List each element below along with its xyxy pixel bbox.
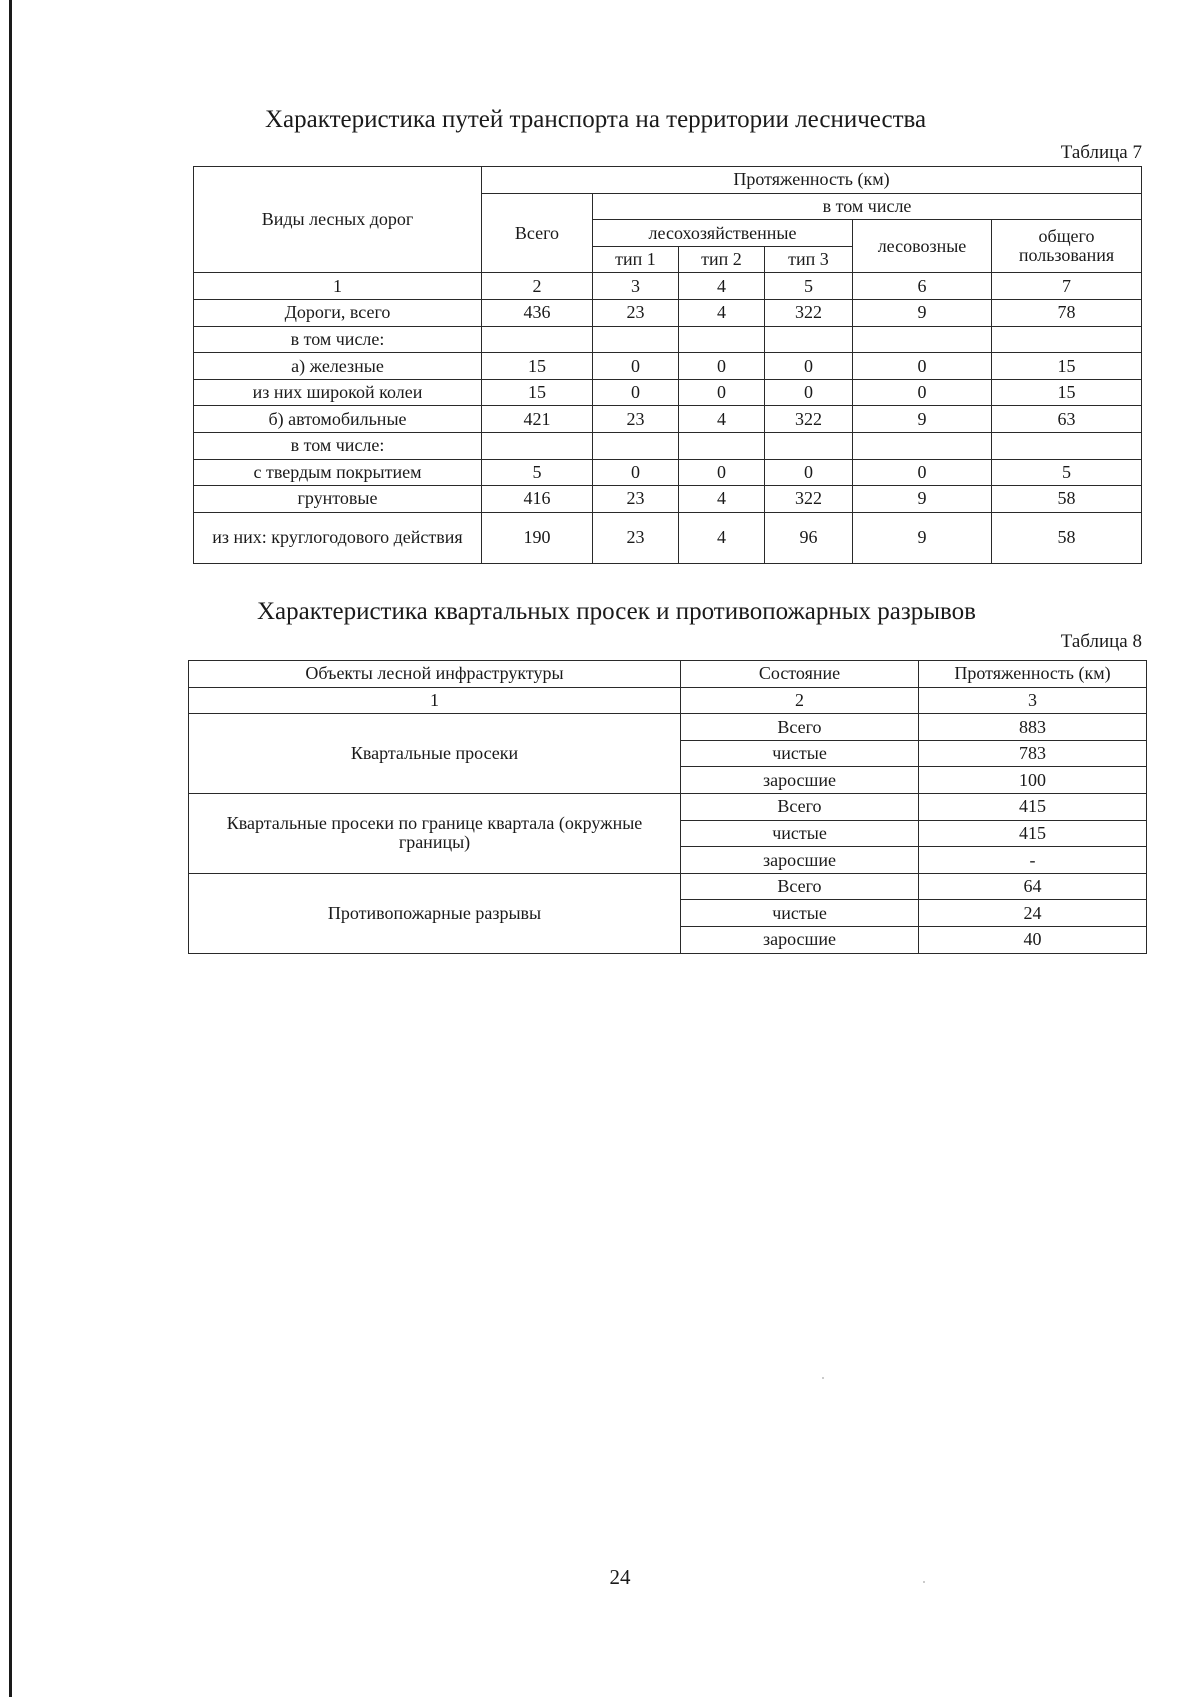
cell-type2: 4 bbox=[679, 406, 765, 433]
cell-type2 bbox=[679, 326, 765, 353]
cell-type2: 4 bbox=[679, 486, 765, 513]
cell-type2: 0 bbox=[679, 353, 765, 380]
table-row bbox=[189, 793, 1147, 820]
cell-type1 bbox=[593, 432, 679, 459]
header-type2: тип 2 bbox=[679, 246, 765, 273]
row-label: с твердым покрытием bbox=[194, 459, 482, 486]
cell-type3 bbox=[765, 326, 853, 353]
cell-type1: 23 bbox=[593, 486, 679, 513]
row-label: из них: круглогодового действия bbox=[194, 512, 482, 563]
cell-state: Всего bbox=[681, 714, 919, 741]
column-number: 2 bbox=[482, 273, 593, 300]
row-label: б) автомобильные bbox=[194, 406, 482, 433]
cell-logging: 0 bbox=[853, 459, 992, 486]
cell-total: 15 bbox=[482, 379, 593, 406]
cell-type2 bbox=[679, 432, 765, 459]
cell-length: 40 bbox=[919, 926, 1147, 953]
cell-state: Всего bbox=[681, 873, 919, 900]
cell-public: 15 bbox=[992, 353, 1142, 380]
cell-type1 bbox=[593, 326, 679, 353]
header-forestry: лесохозяйственные bbox=[593, 220, 853, 247]
cell-logging: 9 bbox=[853, 406, 992, 433]
header-road-types: Виды лесных дорог bbox=[194, 167, 482, 273]
header-public-line2: пользования bbox=[1018, 245, 1115, 266]
row-label: Дороги, всего bbox=[194, 299, 482, 326]
column-number: 1 bbox=[189, 687, 681, 714]
cell-type1: 23 bbox=[593, 512, 679, 563]
cell-type3: 322 bbox=[765, 486, 853, 513]
table-row bbox=[194, 299, 1142, 326]
cell-type2: 0 bbox=[679, 379, 765, 406]
group-name: Противопожарные разрывы bbox=[189, 873, 681, 953]
cell-type1: 0 bbox=[593, 379, 679, 406]
table-row bbox=[194, 353, 1142, 380]
cell-public: 63 bbox=[992, 406, 1142, 433]
table8-quarter-clearings bbox=[188, 660, 1147, 954]
table-row bbox=[194, 512, 1142, 563]
cell-length: 64 bbox=[919, 873, 1147, 900]
table8-title: Характеристика квартальных просек и противопожарных разрывов bbox=[257, 598, 976, 625]
table7-label: Таблица 7 bbox=[1060, 142, 1142, 163]
column-number: 2 bbox=[681, 687, 919, 714]
header-public-use bbox=[992, 220, 1142, 273]
header-logging: лесовозные bbox=[853, 220, 992, 273]
column-number: 5 bbox=[765, 273, 853, 300]
row-label: а) железные bbox=[194, 353, 482, 380]
cell-length: 883 bbox=[919, 714, 1147, 741]
cell-length: 415 bbox=[919, 820, 1147, 847]
cell-public bbox=[992, 432, 1142, 459]
cell-total: 15 bbox=[482, 353, 593, 380]
header-type3: тип 3 bbox=[765, 246, 853, 273]
cell-logging: 9 bbox=[853, 512, 992, 563]
row-label: из них широкой колеи bbox=[194, 379, 482, 406]
column-number: 6 bbox=[853, 273, 992, 300]
cell-type1: 0 bbox=[593, 459, 679, 486]
cell-public bbox=[992, 326, 1142, 353]
cell-type3: 0 bbox=[765, 459, 853, 486]
column-number-row bbox=[189, 687, 1147, 714]
cell-type2: 0 bbox=[679, 459, 765, 486]
cell-state: чистые bbox=[681, 820, 919, 847]
table-row bbox=[194, 379, 1142, 406]
cell-length: - bbox=[919, 847, 1147, 874]
row-label: в том числе: bbox=[194, 326, 482, 353]
header-public-line1: общего bbox=[1038, 226, 1095, 247]
cell-public: 5 bbox=[992, 459, 1142, 486]
table-row bbox=[194, 406, 1142, 433]
group-name: Квартальные просеки bbox=[189, 714, 681, 794]
header-total: Всего bbox=[482, 193, 593, 273]
cell-length: 783 bbox=[919, 740, 1147, 767]
header-type1: тип 1 bbox=[593, 246, 679, 273]
cell-type3 bbox=[765, 432, 853, 459]
table-row bbox=[189, 873, 1147, 900]
cell-state: заросшие bbox=[681, 926, 919, 953]
cell-public: 58 bbox=[992, 512, 1142, 563]
cell-logging: 0 bbox=[853, 379, 992, 406]
cell-logging: 9 bbox=[853, 486, 992, 513]
table-row bbox=[194, 326, 1142, 353]
table-row bbox=[189, 714, 1147, 741]
cell-total: 436 bbox=[482, 299, 593, 326]
column-number: 4 bbox=[679, 273, 765, 300]
cell-state: чистые bbox=[681, 740, 919, 767]
cell-total: 190 bbox=[482, 512, 593, 563]
table-row bbox=[194, 486, 1142, 513]
table7-title: Характеристика путей транспорта на территории лесничества bbox=[265, 106, 927, 133]
cell-logging: 9 bbox=[853, 299, 992, 326]
cell-public: 78 bbox=[992, 299, 1142, 326]
cell-type2: 4 bbox=[679, 512, 765, 563]
cell-logging bbox=[853, 326, 992, 353]
scan-speck bbox=[923, 1581, 925, 1583]
cell-type3: 96 bbox=[765, 512, 853, 563]
page-number: 24 bbox=[609, 1565, 631, 1589]
cell-total: 416 bbox=[482, 486, 593, 513]
cell-type3: 322 bbox=[765, 299, 853, 326]
cell-type1: 23 bbox=[593, 406, 679, 433]
table-row bbox=[194, 432, 1142, 459]
table7-transport-routes bbox=[193, 166, 1142, 564]
cell-total: 421 bbox=[482, 406, 593, 433]
row-label: в том числе: bbox=[194, 432, 482, 459]
cell-total: 5 bbox=[482, 459, 593, 486]
cell-state: заросшие bbox=[681, 767, 919, 794]
cell-public: 15 bbox=[992, 379, 1142, 406]
table8-label: Таблица 8 bbox=[1060, 631, 1142, 652]
header-including: в том числе bbox=[593, 193, 1142, 220]
cell-total bbox=[482, 326, 593, 353]
cell-length: 100 bbox=[919, 767, 1147, 794]
cell-state: Всего bbox=[681, 793, 919, 820]
row-label: грунтовые bbox=[194, 486, 482, 513]
cell-public: 58 bbox=[992, 486, 1142, 513]
header-objects: Объекты лесной инфраструктуры bbox=[189, 661, 681, 688]
cell-type3: 0 bbox=[765, 353, 853, 380]
cell-type3: 322 bbox=[765, 406, 853, 433]
header-state: Состояние bbox=[681, 661, 919, 688]
header-length: Протяженность (км) bbox=[919, 661, 1147, 688]
column-number: 7 bbox=[992, 273, 1142, 300]
scan-left-edge bbox=[9, 0, 12, 1697]
cell-length: 24 bbox=[919, 900, 1147, 927]
cell-type1: 23 bbox=[593, 299, 679, 326]
table-row bbox=[194, 459, 1142, 486]
column-number: 3 bbox=[919, 687, 1147, 714]
cell-logging: 0 bbox=[853, 353, 992, 380]
cell-type2: 4 bbox=[679, 299, 765, 326]
cell-length: 415 bbox=[919, 793, 1147, 820]
column-number: 3 bbox=[593, 273, 679, 300]
cell-type3: 0 bbox=[765, 379, 853, 406]
cell-state: чистые bbox=[681, 900, 919, 927]
cell-type1: 0 bbox=[593, 353, 679, 380]
column-number: 1 bbox=[194, 273, 482, 300]
cell-total bbox=[482, 432, 593, 459]
cell-state: заросшие bbox=[681, 847, 919, 874]
column-number-row bbox=[194, 273, 1142, 300]
header-length: Протяженность (км) bbox=[482, 167, 1142, 194]
group-name: Квартальные просеки по границе квартала (окружные границы) bbox=[189, 793, 681, 873]
scan-speck bbox=[822, 1377, 824, 1379]
cell-logging bbox=[853, 432, 992, 459]
